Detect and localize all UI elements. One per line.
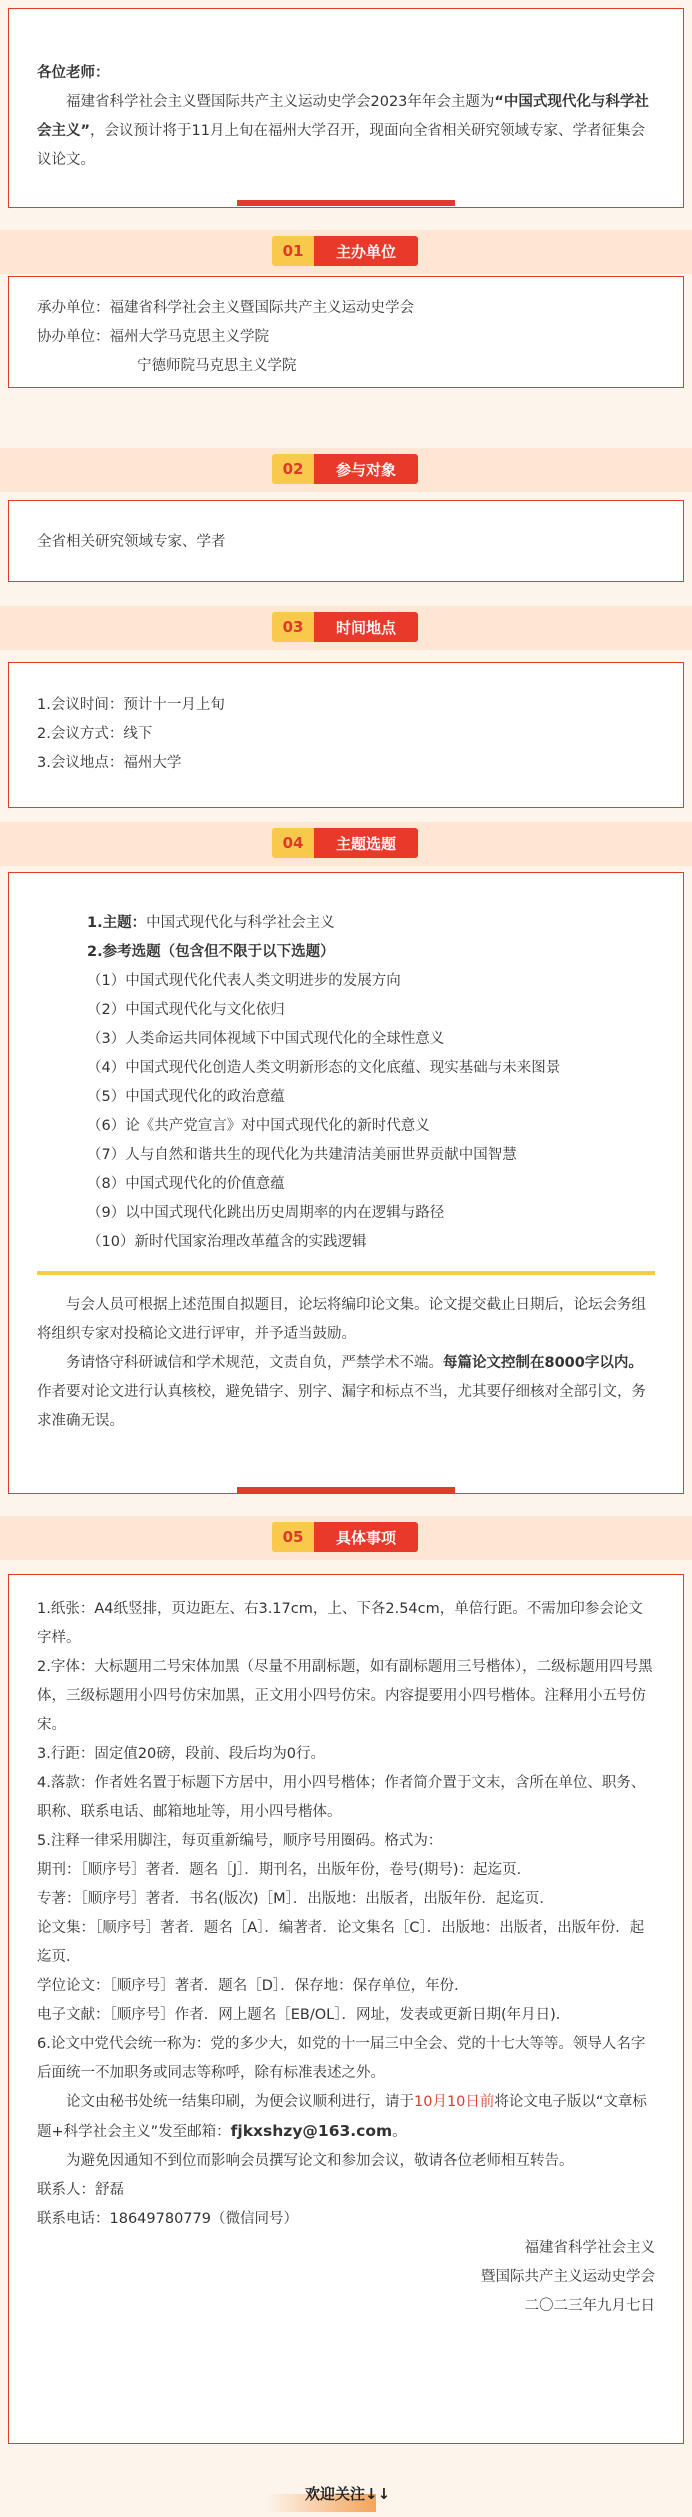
section-pill — [272, 828, 418, 858]
signature-org-1: 福建省科学社会主义 — [524, 2240, 655, 2256]
section-number: 01 — [272, 236, 314, 266]
topic-item: （8）中国式现代化的价值意蕴 — [87, 1176, 285, 1192]
participants-text: 全省相关研究领域专家、学者 — [37, 534, 226, 550]
submit-email[interactable]: fjkxshzy@163.com — [230, 2122, 393, 2140]
detail-spacing: 3.行距：固定值20磅，段前、段后均为0行。 — [37, 1746, 326, 1762]
intro-divider — [237, 200, 455, 206]
section-title: 具体事项 — [314, 1522, 418, 1552]
word-limit: 每篇论文控制在8000字以内。 — [443, 1355, 643, 1371]
submit-text-mid: 将论文电子版以“文章标题+科学社会主义”发至邮箱： — [37, 2094, 647, 2140]
section-header-participants — [0, 448, 692, 492]
submit-paragraph — [37, 2088, 655, 2147]
section-number: 05 — [272, 1522, 314, 1552]
topic-list — [37, 909, 655, 1257]
topic-item: （3）人类命运共同体视域下中国式现代化的全球性意义 — [87, 1031, 445, 1047]
contact-person: 联系人：舒磊 — [37, 2182, 124, 2198]
citation-journal: 期刊：［顺序号］著者．题名［J］．期刊名，出版年份，卷号(期号)：起迄页． — [37, 1862, 532, 1878]
topic-item: （7）人与自然和谐共生的现代化为共建清洁美丽世界贡献中国智慧 — [87, 1147, 517, 1163]
topics-card — [8, 872, 684, 1494]
section-header-details — [0, 1516, 692, 1560]
section-title: 参与对象 — [314, 454, 418, 484]
topic-item: （4）中国式现代化创造人类文明新形态的文化底蕴、现实基础与未来图景 — [87, 1060, 561, 1076]
co-organizer-2: 宁德师院马克思主义学院 — [137, 358, 297, 374]
detail-byline: 4.落款：作者姓名置于标题下方居中，用小四号楷体；作者简介置于文末，含所在单位、职务、职称、联系电话、邮箱地址等，用小四号楷体。 — [37, 1775, 646, 1820]
section-number: 04 — [272, 828, 314, 858]
greeting: 各位老师： — [37, 65, 110, 81]
submit-deadline: 10月10日前 — [414, 2094, 495, 2110]
meeting-time: 1.会议时间：预计十一月上旬 — [37, 697, 225, 713]
reference-topics-label: 2.参考选题（包含但不限于以下选题） — [87, 944, 335, 960]
submit-text-pre: 论文由秘书处统一结集印刷，为便会议顺利进行，请于 — [66, 2094, 414, 2110]
co-organizer-1: 协办单位：福州大学马克思主义学院 — [37, 329, 269, 345]
section-title: 时间地点 — [314, 612, 418, 642]
participants-card — [8, 500, 684, 582]
topic-item: （5）中国式现代化的政治意蕴 — [87, 1089, 285, 1105]
topic-item: （6）论《共产党宣言》对中国式现代化的新时代意义 — [87, 1118, 430, 1134]
intro-text-pre: 福建省科学社会主义暨国际共产主义运动史学会2023年年会主题为 — [66, 94, 495, 110]
section-header-time-place — [0, 606, 692, 650]
organizers-card — [8, 276, 684, 388]
detail-naming: 6.论文中党代会统一称为：党的多少大，如党的十一届三中全会、党的十七大等等。领导人名字后面统一不加职务或同志等称呼，除有标准表述之外。 — [37, 2036, 646, 2081]
footer — [0, 2468, 692, 2517]
intro-theme: “中国式现代化与科学社会主义” — [37, 94, 649, 139]
topics-divider-bar — [237, 1487, 455, 1493]
meeting-mode: 2.会议方式：线下 — [37, 726, 153, 742]
contact-phone: 联系电话：18649780779（微信同号） — [37, 2211, 298, 2227]
section-pill — [272, 1522, 418, 1552]
section-number: 02 — [272, 454, 314, 484]
section-pill — [272, 612, 418, 642]
section-number: 03 — [272, 612, 314, 642]
main-topic-value: 中国式现代化与科学社会主义 — [146, 915, 335, 931]
section-title: 主题选题 — [314, 828, 418, 858]
details-card — [8, 1574, 684, 2444]
main-topic-label: 1.主题： — [87, 915, 147, 931]
intro-paragraph — [37, 88, 655, 175]
topics-divider — [37, 1271, 655, 1275]
section-header-organizers — [0, 230, 692, 274]
topic-item: （10）新时代国家治理改革蕴含的实践逻辑 — [87, 1234, 367, 1250]
integrity-paragraph — [37, 1349, 655, 1436]
detail-paper: 1.纸张：A4纸竖排，页边距左、右3.17cm，上、下各2.54cm，单倍行距。不需加印参会论文字样。 — [37, 1601, 643, 1646]
citation-thesis: 学位论文：［顺序号］著者．题名［D］．保存地：保存单位，年份． — [37, 1978, 469, 1994]
topic-item: （2）中国式现代化与文化依归 — [87, 1002, 285, 1018]
follow-prompt: 欢迎关注↓↓ — [305, 2485, 391, 2503]
topic-item: （1）中国式现代化代表人类文明进步的发展方向 — [87, 973, 401, 989]
section-title: 主办单位 — [314, 236, 418, 266]
topic-item: （9）以中国式现代化跳出历史周期率的内在逻辑与路径 — [87, 1205, 445, 1221]
section-header-topics — [0, 822, 692, 866]
notice-paragraph: 为避免因通知不到位而影响会员撰写论文和参加会议，敬请各位老师相互转告。 — [66, 2153, 574, 2169]
integrity-text-post: 作者要对论文进行认真核校，避免错字、别字、漏字和标点不当，尤其要仔细核对全部引文，务求准确无误。 — [37, 1384, 646, 1429]
main-topic — [87, 909, 655, 938]
intro-card — [8, 8, 684, 208]
meeting-place: 3.会议地点：福州大学 — [37, 755, 182, 771]
section-pill — [272, 454, 418, 484]
citation-electronic: 电子文献：［顺序号］作者．网上题名［EB/OL］．网址，发表或更新日期(年月日)． — [37, 2007, 571, 2023]
detail-notes: 5.注释一律采用脚注，每页重新编号，顺序号用圈码。格式为： — [37, 1833, 443, 1849]
citation-monograph: 专著：［顺序号］著者．书名(版次)［M］．出版地：出版者，出版年份．起迄页． — [37, 1891, 554, 1907]
submit-text-post: 。 — [392, 2124, 407, 2140]
section-pill — [272, 236, 418, 266]
submission-paragraph: 与会人员可根据上述范围自拟题目，论坛将编印论文集。论文提交截止日期后，论坛会务组将组织专家对投稿论文进行评审，并予适当鼓励。 — [37, 1297, 646, 1342]
intro-text-post: ，会议预计将于11月上旬在福州大学召开，现面向全省相关研究领域专家、学者征集会议论文。 — [37, 123, 645, 168]
signature-org-2: 暨国际共产主义运动史学会 — [481, 2269, 655, 2285]
signature-date: 二〇二三年九月七日 — [524, 2298, 655, 2314]
integrity-text-pre: 务请恪守科研诚信和学术规范，文责自负，严禁学术不端。 — [66, 1355, 443, 1371]
time-place-card — [8, 662, 684, 808]
citation-proceedings: 论文集：［顺序号］著者．题名［A］．编著者．论文集名［C］．出版地：出版者，出版年份．起迄页． — [37, 1920, 645, 1965]
detail-font: 2.字体：大标题用二号宋体加黑（尽量不用副标题，如有副标题用三号楷体），二级标题用四号黑体，三级标题用小四号仿宋加黑，正文用小四号仿宋。内容提要用小四号楷体。注释用小五号仿宋。 — [37, 1659, 653, 1733]
host-unit: 承办单位：福建省科学社会主义暨国际共产主义运动史学会 — [37, 300, 414, 316]
